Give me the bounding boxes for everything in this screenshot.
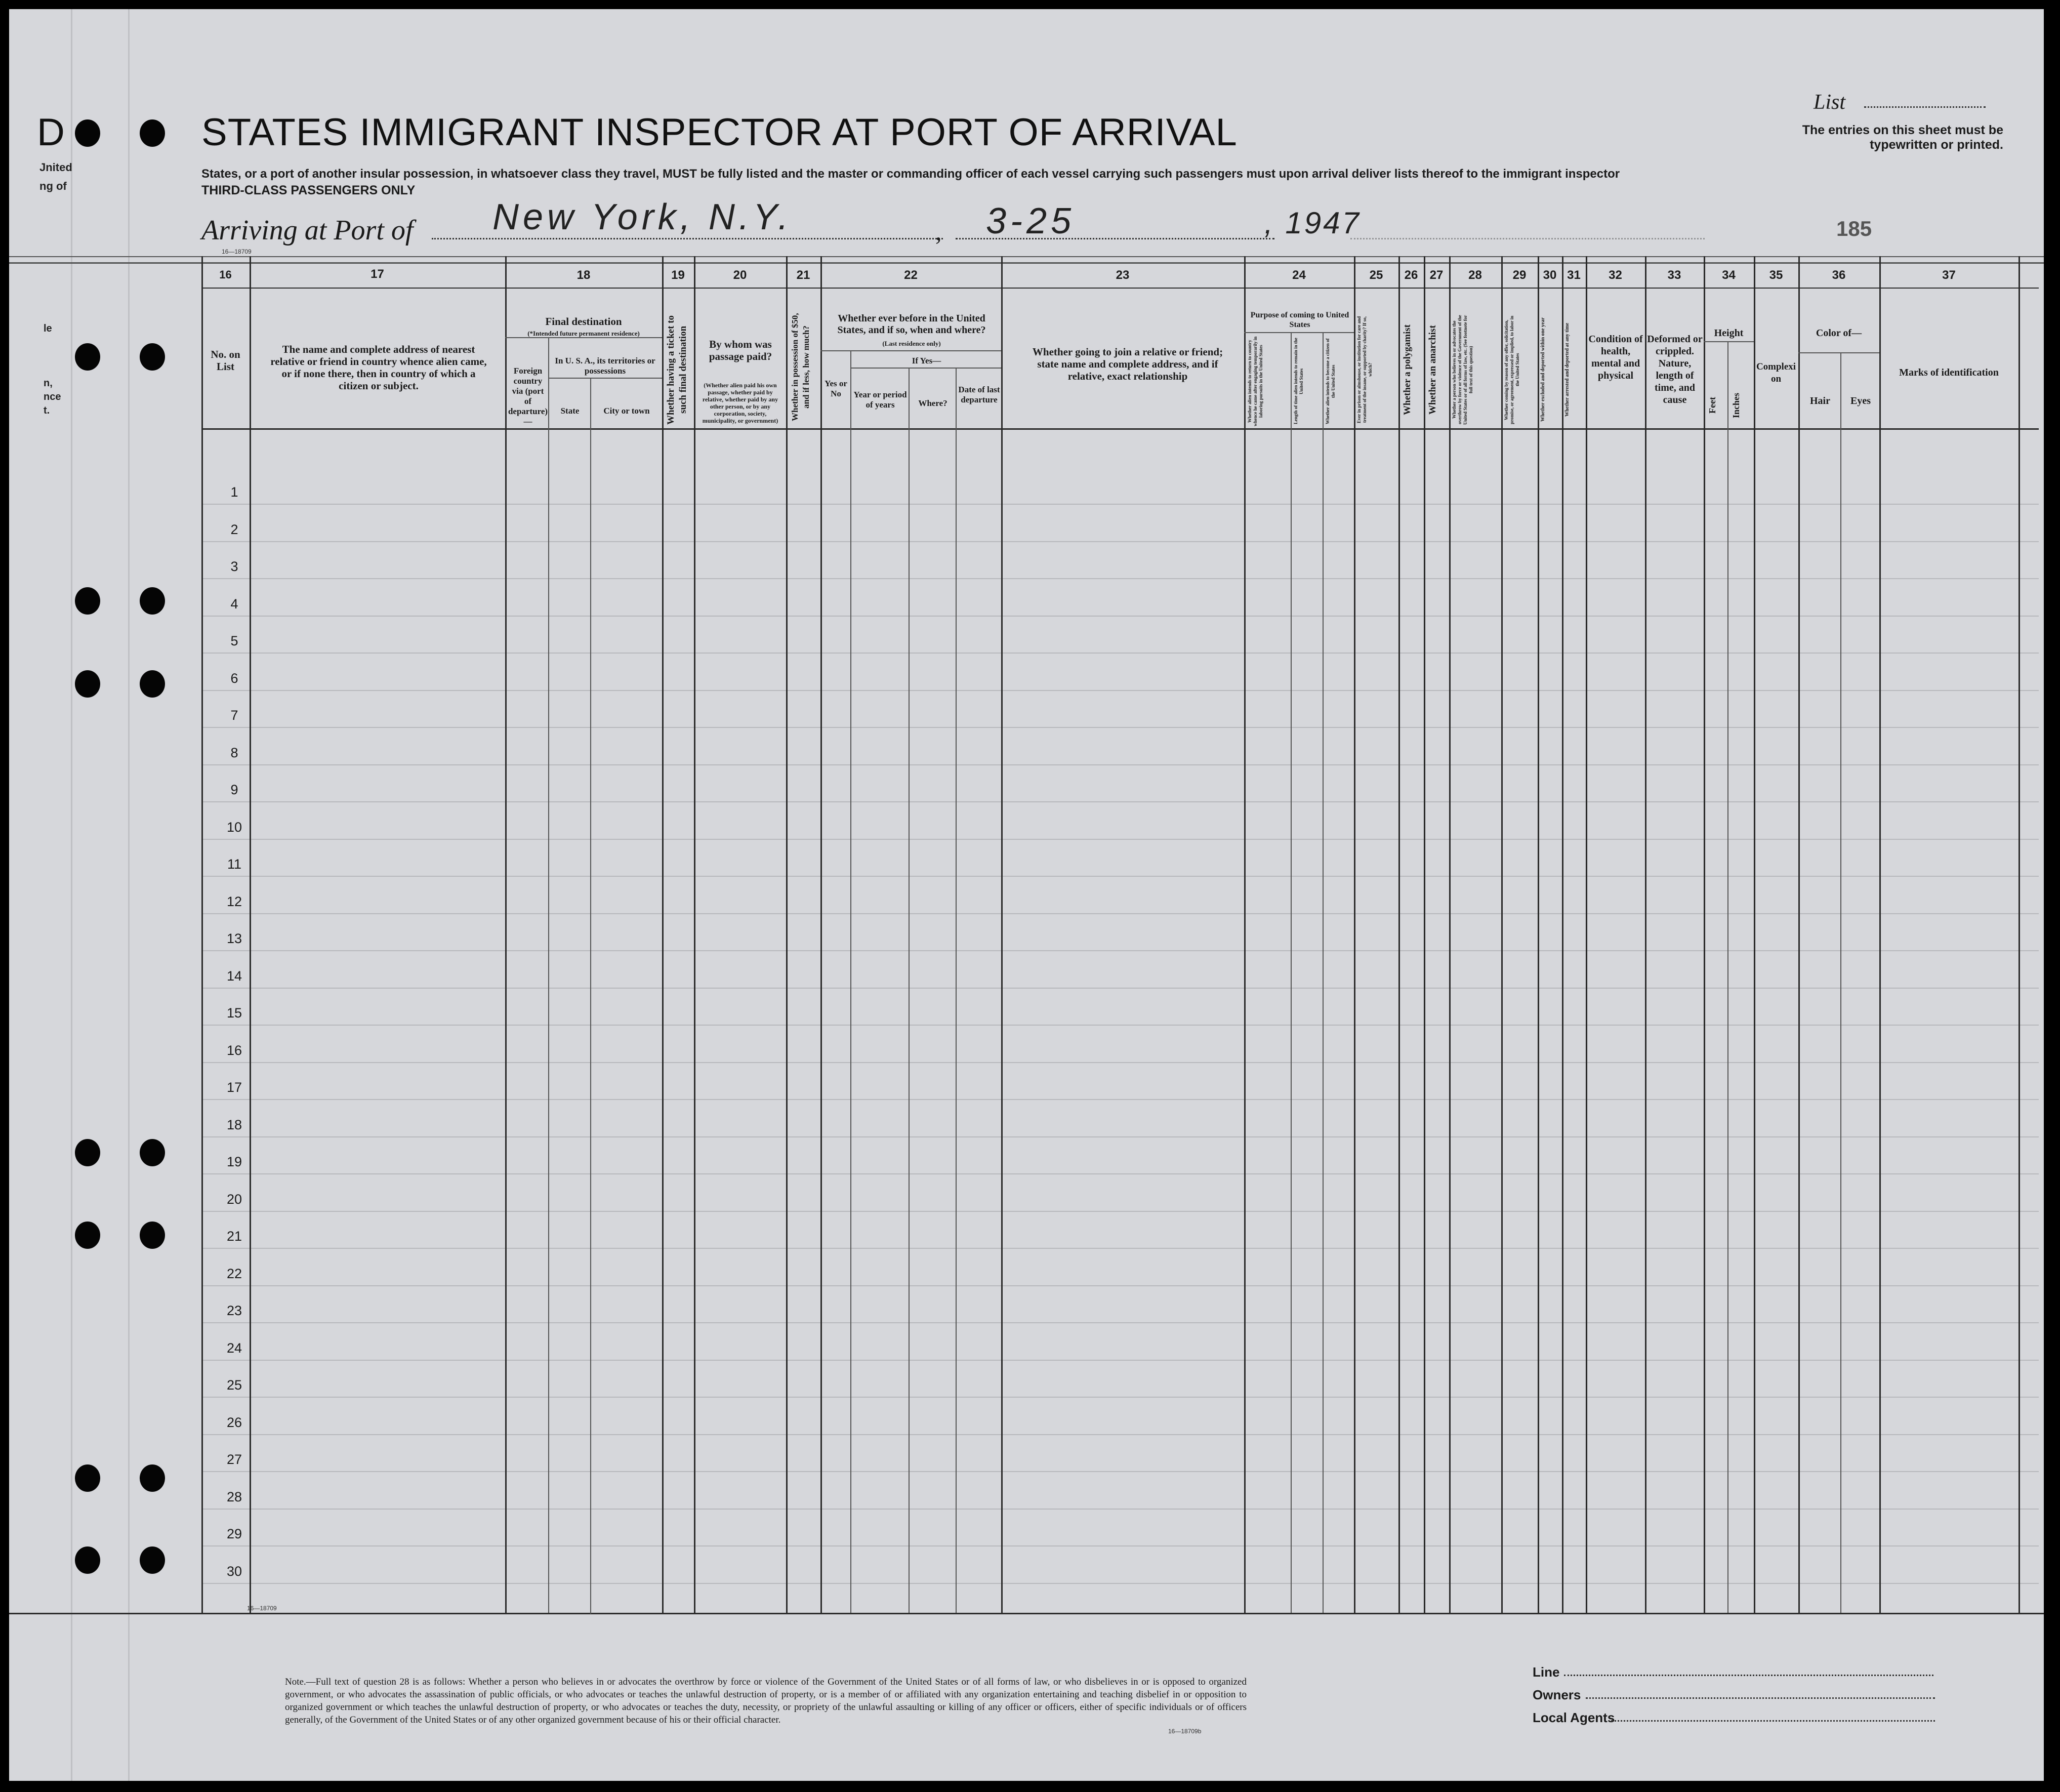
col-36-left — [1798, 256, 1800, 1613]
manifest-sheet — [9, 9, 2044, 1781]
col-24-split — [1291, 333, 1292, 1613]
punch-hole — [75, 1139, 100, 1166]
col-31-left — [1562, 256, 1563, 1613]
col-34-title: Height — [1714, 328, 1744, 339]
row-number: 9 — [230, 782, 238, 797]
col-18-sub: (*Intended future permanent residence) — [527, 330, 640, 337]
sub-rule — [850, 368, 1001, 369]
row-rule — [201, 1248, 2039, 1249]
col-32-header: Condition of health, mental and physical — [1588, 334, 1643, 381]
row-rule — [201, 616, 2039, 617]
row-rule — [201, 988, 2039, 989]
row-number: 6 — [230, 670, 238, 686]
stub-letter: D — [37, 111, 65, 154]
col-24-c: Whether alien intends to become a citizen of the United States — [1325, 338, 1336, 424]
stub-text: Jnited — [39, 161, 72, 174]
punch-hole — [140, 119, 165, 147]
col-34-left — [1704, 256, 1705, 1613]
top-rule — [9, 262, 2044, 264]
port-handwritten: New York, N.Y. — [492, 197, 793, 237]
row-rule — [201, 653, 2039, 654]
row-number: 12 — [226, 893, 242, 909]
col-number: 20 — [733, 268, 747, 282]
col-19-header: Whether having a ticket to such final destination — [666, 315, 688, 425]
col-30-header: Whether excluded and deported within one year — [1540, 317, 1546, 422]
col-21-left — [786, 256, 788, 1613]
stub-strip — [9, 9, 72, 1781]
col-18-city: City or town — [603, 406, 650, 416]
binding-line — [71, 9, 72, 1781]
col-22-split — [909, 369, 910, 1613]
instructions-text: States, or a port of another insular possession, in whatsoever class they travel, MUST be fully listed and the master or commanding officer of each vessel carrying such passengers must upon arrival deliver lists thereof to the immigrant inspector — [201, 167, 1620, 181]
col-19-left — [662, 256, 664, 1613]
row-rule — [201, 801, 2039, 802]
col-22-ifyes: If Yes— — [912, 356, 941, 365]
col-25-left — [1354, 256, 1355, 1613]
col-number: 27 — [1429, 268, 1444, 282]
punch-hole — [140, 1546, 165, 1574]
list-field-line — [1864, 105, 1986, 108]
col-number: 25 — [1369, 268, 1383, 282]
col-36-eyes: Eyes — [1850, 395, 1871, 406]
row-number: 20 — [226, 1191, 242, 1207]
col-number: 29 — [1512, 268, 1527, 282]
sub-rule — [548, 378, 662, 379]
row-rule — [201, 950, 2039, 951]
punch-hole — [140, 587, 165, 615]
col-number: 33 — [1667, 268, 1681, 282]
col-24-split — [1323, 333, 1324, 1613]
col-20-title: By whom was passage paid? — [709, 338, 772, 362]
col-26-header: Whether a polygamist — [1402, 324, 1413, 416]
row-rule — [201, 1545, 2039, 1546]
form-code-note: 16—18709b — [1168, 1728, 1202, 1735]
col-37-right — [2018, 256, 2020, 1613]
punch-hole — [75, 1464, 100, 1492]
col-27-left — [1424, 256, 1425, 1613]
punch-hole — [75, 119, 100, 147]
col-number: 21 — [796, 268, 810, 282]
row-number: 30 — [226, 1563, 242, 1579]
row-rule — [201, 1360, 2039, 1361]
row-number: 8 — [230, 745, 238, 760]
col-18-split — [548, 338, 549, 1613]
row-number: 27 — [226, 1452, 242, 1467]
col-number: 26 — [1404, 268, 1418, 282]
row-number: 3 — [230, 559, 238, 574]
row-rule — [201, 839, 2039, 840]
sub-rule — [1244, 332, 1354, 333]
passenger-class-label: THIRD-CLASS PASSENGERS ONLY — [201, 183, 416, 197]
col-22-where: Where? — [918, 398, 947, 408]
col-18-state: State — [560, 406, 580, 416]
row-number: 1 — [230, 484, 238, 500]
col-16-header: No. on List — [211, 348, 240, 373]
row-number: 13 — [226, 931, 242, 946]
row-rule — [201, 1434, 2039, 1435]
row-rule — [201, 913, 2039, 914]
col-29-left — [1501, 256, 1503, 1613]
owners-label: Owners — [1533, 1687, 1581, 1702]
row-rule — [201, 504, 2039, 505]
row-rule — [201, 1099, 2039, 1100]
col-number: 28 — [1468, 268, 1482, 282]
col-36-title: Color of— — [1816, 328, 1862, 339]
agents-field — [1611, 1719, 1935, 1722]
row-number: 23 — [226, 1303, 242, 1318]
col-32-left — [1586, 256, 1587, 1613]
year-field-line — [1350, 237, 1705, 239]
col-number: 16 — [219, 268, 232, 281]
footnote-question-28: Note.—Full text of question 28 is as follows: Whether a person who believes in or advocates the overthrow by force or violence of the Government of the United States or of all forms of law, or who disbelieves in or is opposed to organized government, or who advocates the assassination of public officials, or who advocates or teaches the unlawful destruction of property, or is a member of or affiliated with any organization entertaining and teaching disbelief in or opposition to organized government or which teaches the unlawful destruction of property, or who advocates or teaches the duty, necessity, or propriety of the unlawful assaulting or killing of any officer or officers, either of specific individuals or of officers generally, of the Government of the United States or of any other organized government because of his or their official character. — [285, 1677, 1247, 1725]
col-number: 32 — [1609, 268, 1622, 282]
list-label: List — [1814, 91, 1846, 114]
stub-side-text: t. — [44, 405, 50, 416]
col-number: 37 — [1942, 268, 1956, 282]
col-number: 18 — [576, 268, 591, 282]
row-rule — [201, 1285, 2039, 1286]
col-22-split — [956, 369, 957, 1613]
col-36-hair: Hair — [1810, 395, 1830, 406]
page-title: STATES IMMIGRANT INSPECTOR AT PORT OF ARRIVAL — [201, 111, 1238, 154]
form-code: 16—18709 — [222, 248, 252, 255]
col-23-header: Whether going to join a relative or friend; state name and complete address, and if relative, exact relationship — [1032, 346, 1223, 382]
date-handwritten: 3-25 — [986, 201, 1076, 241]
col-24-b: Length of time alien intends to remain in the United States — [1293, 338, 1304, 425]
row-rule — [201, 1583, 2039, 1584]
col-20-sub: (Whether alien paid his own passage, whether paid by relative, whether paid by any other person, or by any corporation, society, municipality, or government) — [702, 382, 778, 424]
col-24-title: Purpose of coming to United States — [1250, 311, 1349, 329]
punch-hole — [140, 343, 165, 371]
col-17-header: The name and complete address of nearest relative or friend in country whence alien came, or if none there, then in country of which a citizen or subject. — [270, 343, 487, 392]
row-number: 18 — [226, 1117, 242, 1132]
col-34-feet: Feet — [1707, 397, 1717, 414]
col-number: 34 — [1722, 268, 1736, 282]
row-rule — [201, 1062, 2039, 1063]
punch-hole — [75, 587, 100, 615]
row-number: 25 — [226, 1377, 242, 1393]
agents-label: Local Agents — [1533, 1710, 1615, 1725]
punch-hole — [75, 670, 100, 698]
col-31-header: Whether arrested and deported at any time — [1564, 322, 1570, 417]
typewritten-note: The entries on this sheet must be typewritten or printed. — [1802, 123, 2003, 152]
col-23-left — [1001, 256, 1003, 1613]
col-22-year: Year or period of years — [853, 390, 907, 410]
row-number: 2 — [230, 521, 238, 537]
row-rule — [201, 1509, 2039, 1510]
col-18-foreign: Foreign country via (port of departure)— — [508, 366, 548, 426]
stub-side-text: nce — [44, 391, 61, 402]
col-26-left — [1398, 256, 1400, 1613]
sub-rule — [1704, 341, 1754, 342]
col-24-left — [1244, 256, 1246, 1613]
row-rule — [201, 876, 2039, 877]
col-33-left — [1645, 256, 1646, 1613]
header-bottom-rule — [201, 428, 2039, 430]
comma: , — [935, 217, 942, 246]
row-number: 7 — [230, 708, 238, 723]
col-22-split — [850, 351, 851, 1613]
row-number: 16 — [226, 1042, 242, 1058]
col-37-header: Marks of identification — [1899, 367, 1999, 378]
row-rule — [201, 1173, 2039, 1174]
col-28-header: Whether a person who believes in or advocates the overthrow by force or violence of the Government of the United States or of all forms of law, etc. (See footnote for full text of this question) — [1452, 315, 1473, 425]
row-rule — [201, 690, 2039, 691]
table-bottom-rule — [9, 1613, 2044, 1614]
punch-hole — [140, 1464, 165, 1492]
punch-hole — [75, 1221, 100, 1249]
line-field — [1564, 1674, 1933, 1676]
col-29-header: Whether coming by reason of any offer, solicitation, promise, or agreement, expressed or implied, to labor in the United States — [1504, 315, 1520, 424]
column-number-rule — [201, 288, 2039, 289]
col-22-sub: (Last residence only) — [882, 340, 941, 347]
row-rule — [201, 1322, 2039, 1323]
arriving-label: Arriving at Port of — [201, 215, 414, 246]
col-18-title: Final destination — [545, 315, 622, 328]
col-34-split — [1727, 342, 1728, 1613]
year-handwritten: , 1947 — [1264, 206, 1361, 240]
row-rule — [201, 1471, 2039, 1472]
col-28-left — [1449, 256, 1451, 1613]
col-30-left — [1538, 256, 1539, 1613]
row-number: 21 — [226, 1229, 242, 1244]
row-number: 19 — [226, 1154, 242, 1169]
col-35-header: Complexion — [1756, 361, 1796, 384]
col-25-header: Ever in prison or almshouse, or institution for care and treatment of the insane, or supported by charity? If so, which? — [1356, 316, 1373, 424]
col-number: 31 — [1567, 268, 1581, 282]
col-number: 35 — [1769, 268, 1783, 282]
row-rule — [201, 764, 2039, 765]
row-rule — [201, 727, 2039, 728]
stub-text: ng of — [39, 180, 67, 192]
row-number: 15 — [226, 1005, 242, 1021]
col-16-left — [201, 256, 203, 1613]
row-number: 11 — [227, 857, 242, 872]
rule — [9, 256, 2044, 257]
col-number: 24 — [1292, 268, 1306, 282]
col-18-split — [590, 379, 591, 1614]
col-35-left — [1754, 256, 1755, 1613]
row-number: 4 — [230, 596, 238, 612]
row-rule — [201, 1136, 2039, 1137]
row-rule — [201, 578, 2039, 579]
col-24-a: Whether alien intends to return to country whence he came after engaging temporarily in laboring pursuits in the United States — [1247, 336, 1263, 426]
row-number: 24 — [226, 1340, 242, 1356]
col-18-left — [505, 256, 507, 1613]
row-number: 10 — [226, 819, 242, 835]
col-27-header: Whether an anarchist — [1427, 325, 1438, 415]
col-number: 36 — [1832, 268, 1846, 282]
punch-hole — [75, 1546, 100, 1574]
col-37-left — [1879, 256, 1881, 1613]
punch-hole — [140, 670, 165, 698]
sub-rule — [820, 350, 1001, 351]
col-number: 17 — [370, 267, 384, 281]
row-number: 26 — [226, 1414, 242, 1430]
form-code-bottom: 16—18709 — [247, 1605, 277, 1612]
row-rule — [201, 541, 2039, 542]
col-21-header: Whether in possession of $50, and if less, how much? — [790, 313, 811, 422]
punch-hole — [140, 1221, 165, 1249]
row-rule — [201, 1397, 2039, 1398]
col-22-title: Whether ever before in the United States, and if so, when and where? — [837, 313, 986, 336]
row-rule — [201, 1211, 2039, 1212]
line-label: Line — [1533, 1664, 1560, 1680]
owners-field — [1586, 1696, 1935, 1699]
row-number: 14 — [226, 968, 242, 984]
col-number: 22 — [904, 268, 918, 282]
punch-hole — [140, 1139, 165, 1166]
col-22-left — [820, 256, 822, 1613]
page-number: 185 — [1836, 217, 1872, 240]
row-number: 29 — [226, 1526, 242, 1541]
col-number: 23 — [1116, 268, 1130, 282]
stub-side-text: le — [44, 323, 52, 334]
row-number: 28 — [226, 1489, 242, 1504]
row-number: 22 — [226, 1266, 242, 1281]
col-34-inches: Inches — [1731, 392, 1741, 418]
row-number: 5 — [230, 633, 238, 648]
row-number: 17 — [226, 1080, 242, 1095]
col-number: 30 — [1543, 268, 1557, 282]
punch-hole — [75, 343, 100, 371]
sub-rule — [1798, 352, 1879, 353]
col-33-header: Deformed or crippled. Nature, length of time, and cause — [1647, 334, 1703, 405]
stub-side-text: n, — [44, 378, 53, 389]
col-20-left — [694, 256, 695, 1613]
col-22-date: Date of last departure — [958, 385, 1000, 404]
binding-line — [128, 9, 130, 1781]
col-36-split — [1840, 353, 1841, 1613]
col-22-yesno: Yes or No — [825, 379, 847, 398]
row-rule — [201, 1025, 2039, 1026]
col-number: 19 — [671, 268, 685, 282]
col-18-usa: In U. S. A., its territories or possessions — [555, 356, 655, 376]
